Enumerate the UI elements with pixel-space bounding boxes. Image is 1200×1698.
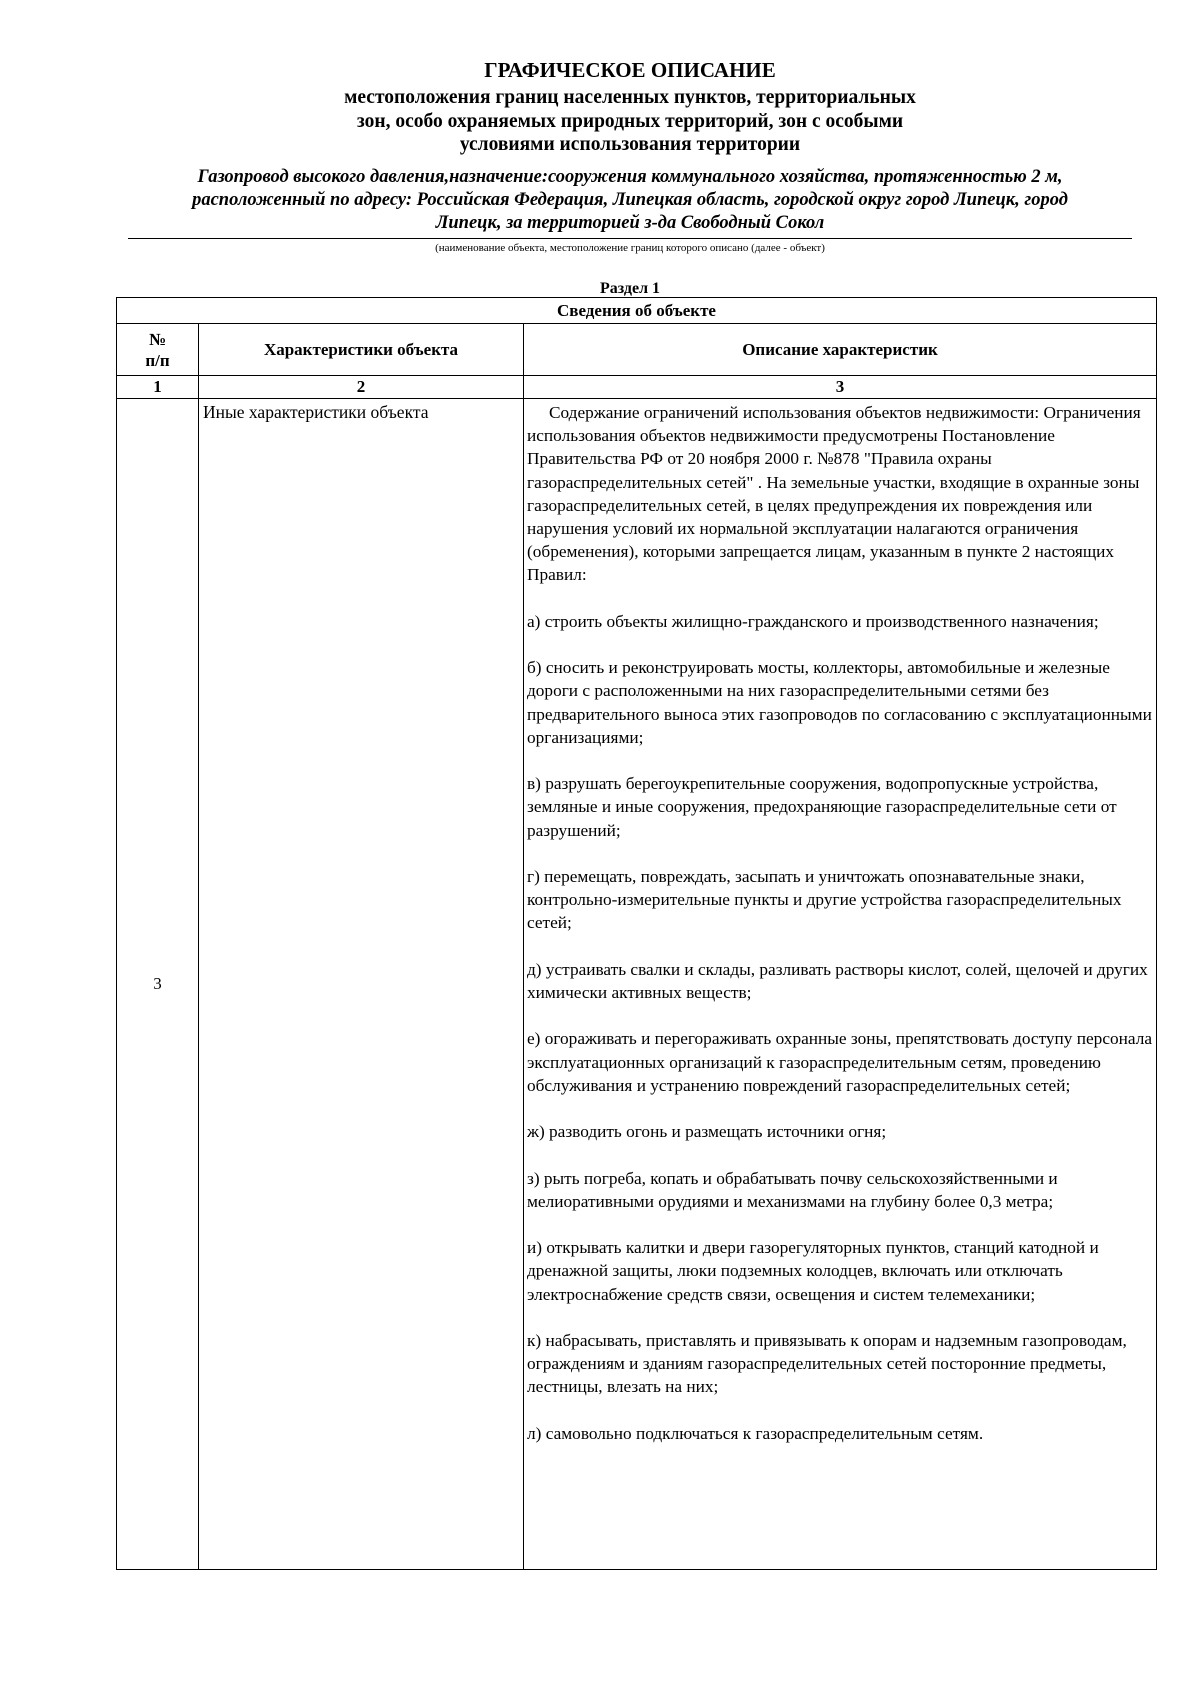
table-row xyxy=(117,399,1157,1570)
description-paragraph: Содержание ограничений использования объектов недвижимости: Ограничения использования объектов недвижимости предусмотрены Постановление Правительства РФ от 20 ноября 2000 г. №878 "Правила охраны газораспределительных сетей" . На земельные участки, входящие в охранные зоны газораспределительных сетей, в целях предупреждения их повреждения или нарушения условий их нормальной эксплуатации налагаются ограничения (обременения), которыми запрещается лицам, указанным в пункте 2 настоящих Правил: xyxy=(527,403,1141,585)
description-paragraph: д) устраивать свалки и склады, разливать растворы кислот, солей, щелочей и других химически активных веществ; xyxy=(527,959,1148,1002)
underline-divider xyxy=(128,238,1132,239)
description-paragraph: к) набрасывать, приставлять и привязывать к опорам и надземным газопроводам, ограждениям и зданиям газораспределительных сетей посторонние предметы, лестницы, влезать на них; xyxy=(527,1330,1127,1397)
description-paragraph: л) самовольно подключаться к газораспределительным сетям. xyxy=(527,1423,984,1443)
description-paragraph: з) рыть погреба, копать и обрабатывать почву сельскохозяйственными и мелиоративными орудиями и механизмами на глубину более 0,3 метра; xyxy=(527,1168,1058,1211)
subtitle-line: условиями использования территории xyxy=(459,134,801,155)
table-title-row xyxy=(117,298,1157,324)
object-name-line: расположенный по адресу: Российская Федерация, Липецкая область, городской округ город Липецк, город xyxy=(192,190,1068,210)
column-header-description: Описание характеристик xyxy=(524,324,1157,376)
subtitle-line: местоположения границ населенных пунктов, территориальных xyxy=(344,87,916,108)
description-paragraph: г) перемещать, повреждать, засыпать и уничтожать опознавательные знаки, контрольно-измерительные пункты и другие устройства газораспределительных сетей; xyxy=(527,867,1122,933)
subtitle-line: зон, особо охраняемых природных территорий, зон с особыми xyxy=(356,110,904,132)
document-subtitle xyxy=(0,86,1200,157)
table-header-row xyxy=(117,324,1157,376)
document-title: ГРАФИЧЕСКОЕ ОПИСАНИЕ xyxy=(484,58,776,82)
description-paragraph: е) огораживать и перегораживать охранные зоны, препятствовать доступу персонала эксплуатационных организаций к газораспределительным сетям, проведению обслуживания и устранению повреждений газораспределительных сетей; xyxy=(527,1029,1152,1095)
column-number: 2 xyxy=(199,376,524,399)
column-number: 1 xyxy=(117,376,199,399)
description-paragraph: а) строить объекты жилищно-гражданского и производственного назначения; xyxy=(527,611,1099,631)
row-description xyxy=(524,399,1157,1570)
column-header-number: № п/п xyxy=(117,324,199,376)
object-name-line: Газопровод высокого давления,назначение:сооружения коммунального хозяйства, протяженностью 2 м, xyxy=(197,167,1063,187)
object-info-table xyxy=(116,297,1157,1570)
row-number: 3 xyxy=(117,399,199,1570)
table-title: Сведения об объекте xyxy=(117,298,1157,324)
description-paragraph: б) сносить и реконструировать мосты, коллекторы, автомобильные и железные дороги с расположенными на них газораспределительными сетями без предварительного выноса этих газопроводов по согласованию с эксплуатационными организациями; xyxy=(527,658,1152,747)
column-header-characteristic: Характеристики объекта xyxy=(199,324,524,376)
column-number: 3 xyxy=(524,376,1157,399)
object-name-caption: (наименование объекта, местоположение границ которого описано (далее - объект) xyxy=(435,242,825,254)
column-number-row xyxy=(117,376,1157,399)
section-label: Раздел 1 xyxy=(599,280,661,297)
row-characteristic: Иные характеристики объекта xyxy=(199,399,524,1570)
description-paragraph: и) открывать калитки и двери газорегуляторных пунктов, станций катодной и дренажной защиты, люки подземных колодцев, включать или отключать электроснабжение средств связи, освещения и систем телемеханики; xyxy=(527,1238,1099,1304)
object-name-line: Липецк, за территорией з-да Свободный Сокол xyxy=(435,213,825,233)
description-paragraph: ж) разводить огонь и размещать источники огня; xyxy=(527,1122,887,1142)
description-paragraph: в) разрушать берегоукрепительные сооружения, водопропускные устройства, земляные и иные сооружения, предохраняющие газораспределительные сети от разрушений; xyxy=(527,774,1117,840)
object-name xyxy=(130,166,1130,235)
